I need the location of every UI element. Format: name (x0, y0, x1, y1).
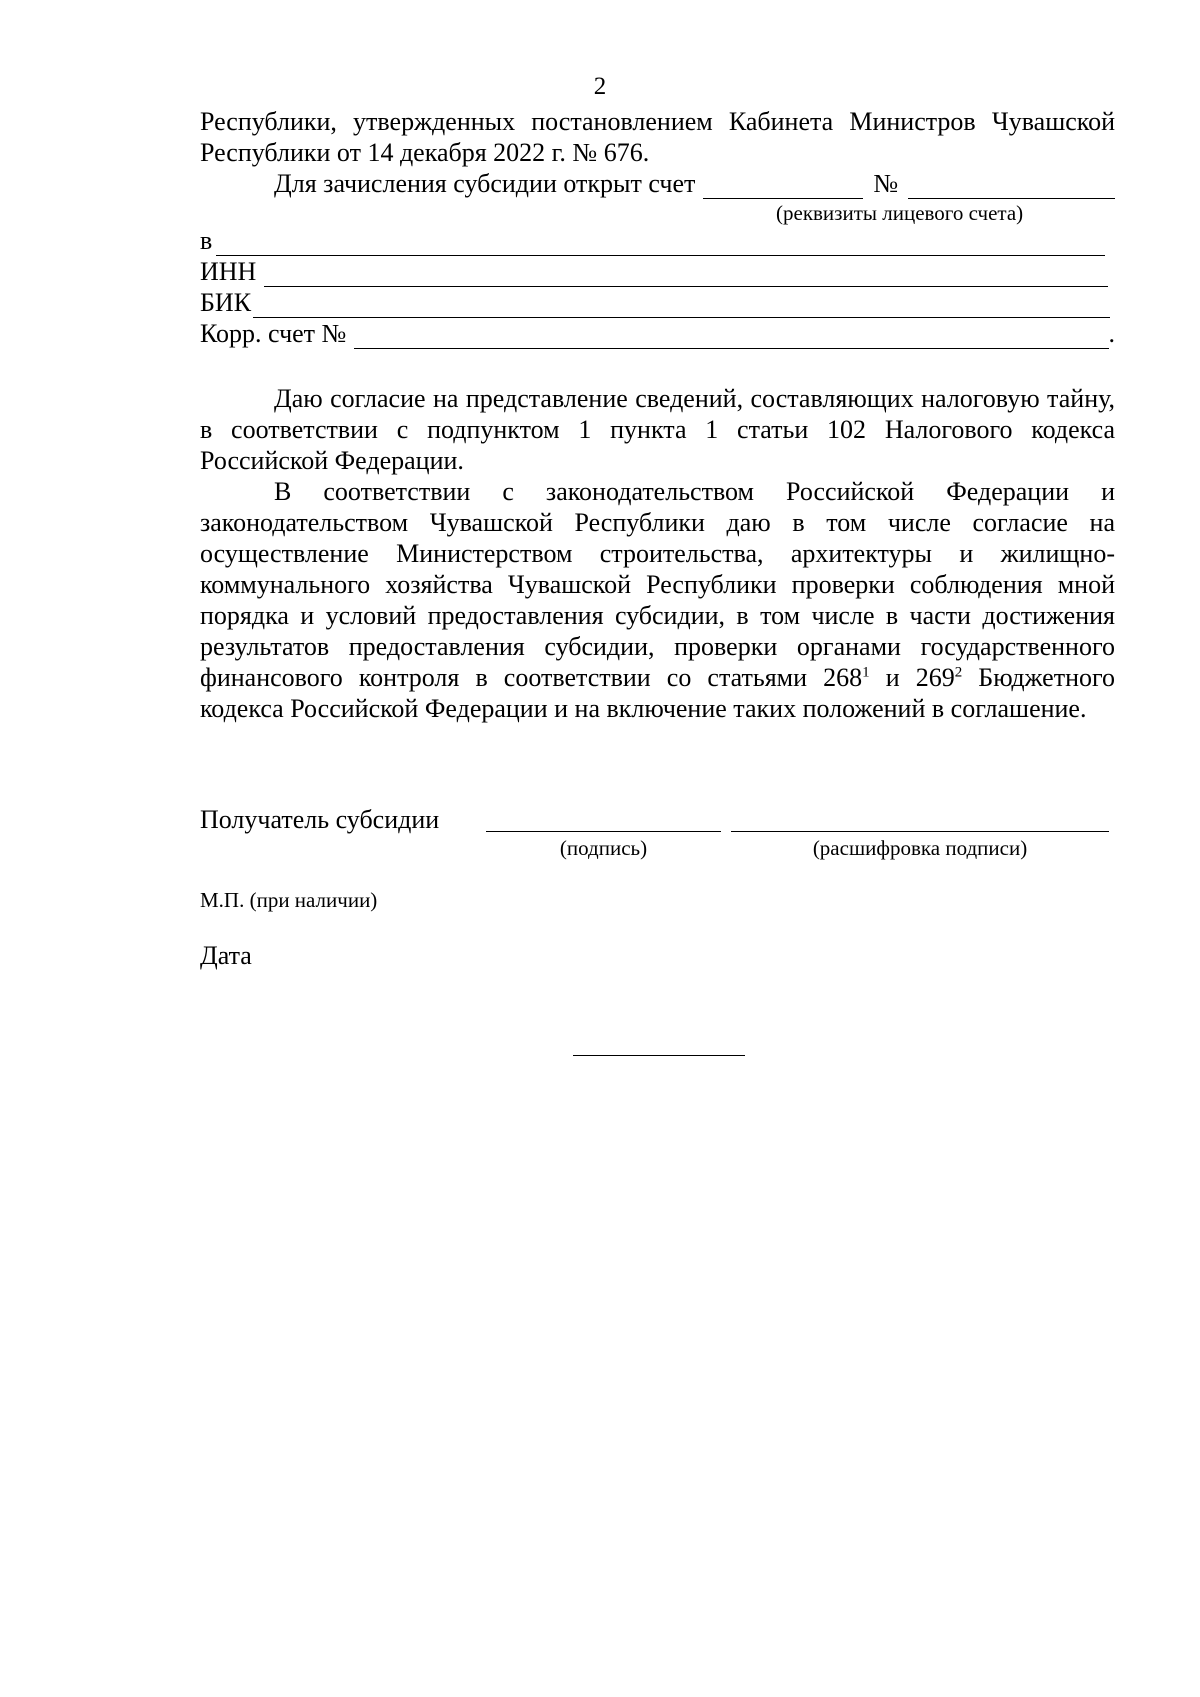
corr-end: . (1108, 319, 1115, 348)
bik-field[interactable] (253, 293, 1110, 318)
inn-field[interactable] (264, 262, 1108, 287)
recipient-label: Получатель субсидии (200, 805, 440, 834)
account-lead: Для зачисления субсидии открыт счет (274, 169, 696, 198)
page-number: 2 (593, 73, 607, 100)
bik-label: БИК (200, 288, 252, 317)
intro-line-1: Республики, утвержденных постановлением Кабинета Министров Чувашской (200, 107, 1115, 136)
consent-block (200, 383, 1115, 724)
bank-label: в (200, 226, 213, 255)
superscript-2: 2 (954, 664, 963, 681)
consent-law-text-3: Бюджетного кодекса Российской Федерации и на включение таких положений в соглашение. (200, 663, 1115, 723)
corr-row (200, 318, 1115, 349)
inn-label: ИНН (200, 257, 257, 286)
inn-row (200, 256, 1108, 287)
date-label: Дата (200, 941, 252, 970)
bank-field[interactable] (216, 231, 1105, 256)
bank-row (200, 225, 1105, 256)
consent-tax-paragraph: Даю согласие на представление сведений, составляющих налоговую тайну, в соответствии с подпунктом 1 пункта 1 статьи 102 Налогового кодекса Российской Федерации. (200, 384, 1115, 475)
account-number-field[interactable] (703, 174, 863, 199)
corr-field[interactable] (354, 324, 1108, 349)
decoding-caption: (расшифровка подписи) (812, 836, 1028, 860)
account-caption: (реквизиты лицевого счета) (776, 201, 1024, 225)
intro-line-2: Республики от 14 декабря 2022 г. № 676. (200, 138, 650, 167)
account-id-field[interactable] (908, 174, 1115, 199)
stamp-label: М.П. (при наличии) (200, 888, 378, 912)
end-separator-line (573, 1055, 745, 1056)
corr-label: Корр. счет № (200, 319, 347, 348)
consent-law-paragraph (200, 476, 1115, 724)
account-row (200, 168, 1115, 199)
consent-law-text-2: и 269 (869, 663, 955, 692)
bik-row (200, 287, 1110, 318)
superscript-1: 1 (862, 664, 870, 681)
signature-decoding-line[interactable] (731, 831, 1109, 832)
signature-caption: (подпись) (559, 836, 648, 860)
signature-line[interactable] (486, 831, 721, 832)
intro-block (200, 106, 1115, 168)
consent-law-text-1: В соответствии с законодательством Российской Федерации и законодательством Чувашской Республики даю в том числе согласие на осуществление Министерством строительства, архитектуры и жилищно-коммунального хозяйства Чувашской Республики проверки соблюдения мной порядка и условий предоставления субсидии, в том числе в части достижения результатов предоставления субсидии, проверки органами государственного финансового контроля в соответствии со статьями 268 (200, 477, 1115, 692)
number-sign: № (873, 169, 899, 198)
account-block (200, 168, 1115, 349)
